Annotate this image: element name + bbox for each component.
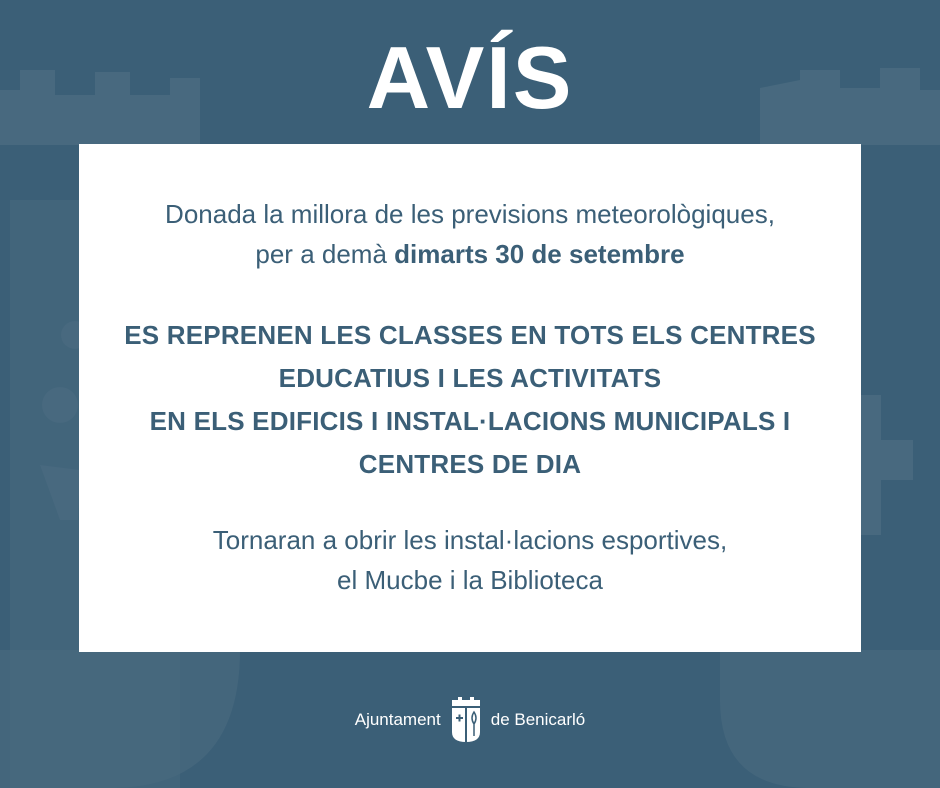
intro-line-2: [79, 234, 861, 274]
headline-line-3: EN ELS EDIFICIS I INSTAL·LACIONS MUNICIPALS I: [149, 406, 791, 436]
footer-logo: [0, 695, 940, 745]
closing-text: [79, 520, 861, 600]
crest-icon: [449, 696, 483, 744]
headline-text: [79, 314, 861, 486]
date-highlight: dimarts 30 de setembre: [394, 239, 685, 269]
footer-right-text: de Benicarló: [490, 710, 586, 729]
footer-left-text: Ajuntament: [354, 710, 441, 729]
headline-line-4: CENTRES DE DIA: [358, 449, 582, 479]
headline-line-2: EDUCATIUS I LES ACTIVITATS: [278, 363, 662, 393]
page-title: AVÍS: [366, 28, 574, 127]
notice-card: [79, 144, 861, 652]
closing-line-1: Tornaran a obrir les instal·lacions esportives,: [212, 525, 728, 555]
closing-line-2: el Mucbe i la Biblioteca: [337, 565, 603, 595]
intro-line-1: Donada la millora de les previsions meteorològiques,: [165, 199, 775, 229]
intro-line-2-prefix: per a demà: [255, 239, 395, 269]
headline-line-1: ES REPRENEN LES CLASSES EN TOTS ELS CENTRES: [124, 320, 816, 350]
intro-text: [79, 194, 861, 274]
